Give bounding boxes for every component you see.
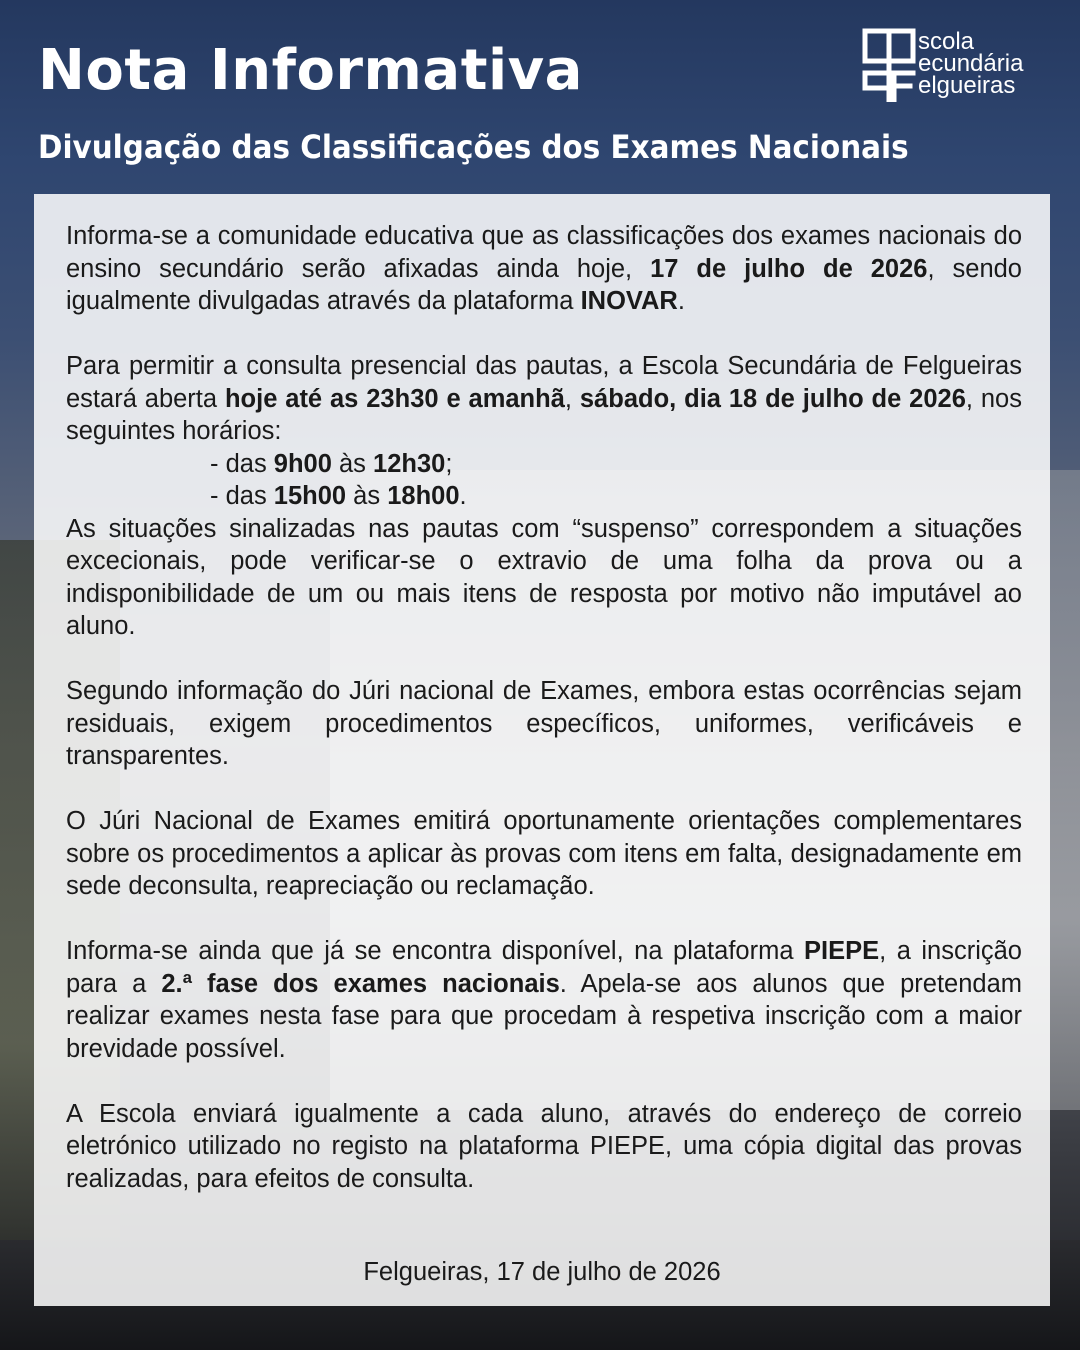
notice-body: [66, 220, 1022, 1228]
text: , nos seguintes horários:: [66, 384, 1022, 445]
paragraph-suspended: As situações sinalizadas nas pautas com “suspenso” correspondem a situações excecionais, pode verificar-se o extravio de uma folha da prova ou a indisponibilidade de um ou mais itens de resposta por motivo não imputável ao aluno.: [66, 514, 1022, 640]
paragraph-jury-info: Segundo informação do Júri nacional de Exames, embora estas ocorrências sejam residuais, exigem procedimentos específicos, uniformes, verificáveis e transparentes.: [66, 677, 1022, 770]
release-date: 17 de julho de 2026: [650, 254, 928, 283]
text: Informa-se a comunidade educativa que as classificações dos exames nacionais do ensino secundário serão afixadas ainda hoje,: [66, 222, 1022, 283]
second-phase-label: 2.ª fase dos exames nacionais: [161, 969, 560, 998]
platform-name: INOVAR: [580, 287, 678, 315]
paragraph-opening-hours: [66, 350, 1022, 448]
text: , a inscrição para a: [66, 937, 1022, 998]
paragraph-results-release: [66, 220, 1022, 318]
paragraph-jury-guidelines: O Júri Nacional de Exames emitirá oportunamente orientações complementares sobre os procedimentos a aplicar às provas com itens em falta, designadamente em sede deconsulta, reapreciação ou reclamação.: [66, 807, 1022, 900]
opening-saturday: sábado, dia 18 de julho de 2026: [579, 384, 966, 413]
text: Informa-se ainda que já se encontra disponível, na plataforma: [66, 937, 804, 965]
school-logo-text: [918, 28, 1024, 99]
notice-panel: [34, 194, 1050, 1306]
text: , sendo igualmente divulgadas através da plataforma: [66, 254, 1022, 315]
text: Para permitir a consulta presencial das pautas, a Escola Secundária de Felgueiras estará aberta: [66, 352, 1022, 413]
platform-name: PIEPE: [804, 937, 880, 965]
schedule-start: 9h00: [273, 449, 332, 478]
text: ,: [564, 384, 580, 413]
logo-line-3: elgueiras: [918, 72, 1016, 99]
schedule-item: - das 9h00 às 12h30;: [210, 449, 453, 478]
text: . Apela-se aos alunos que pretendam realizar exames nesta fase para que procedam à respetiva inscrição com a maior brevidade possível.: [66, 969, 1023, 1063]
paragraph-digital-copy: A Escola enviará igualmente a cada aluno, através do endereço de correio eletrónico utilizado no registo na plataforma PIEPE, uma cópia digital das provas realizadas, para efeitos de consulta.: [66, 1099, 1022, 1193]
schedule-start: 15h00: [273, 482, 347, 510]
school-logo: [862, 28, 1047, 104]
logo-line-1: scola: [918, 28, 975, 55]
schedule-end: 12h30: [373, 449, 446, 478]
schedule-item: - das 15h00 às 18h00.: [210, 482, 467, 510]
logo-line-2: ecundária: [918, 50, 1024, 77]
page-title: Nota Informativa: [38, 38, 583, 103]
opening-today: hoje até as 23h30 e amanhã: [224, 384, 565, 413]
schedule-end: 18h00: [387, 482, 460, 510]
footer-place-date: Felgueiras, 17 de julho de 2026: [363, 1258, 721, 1286]
page-subtitle: Divulgação das Classificações dos Exames Nacionais: [38, 128, 909, 166]
school-logo-icon: [862, 28, 916, 102]
text: .: [677, 287, 685, 315]
paragraph-second-phase: [66, 935, 1022, 1065]
